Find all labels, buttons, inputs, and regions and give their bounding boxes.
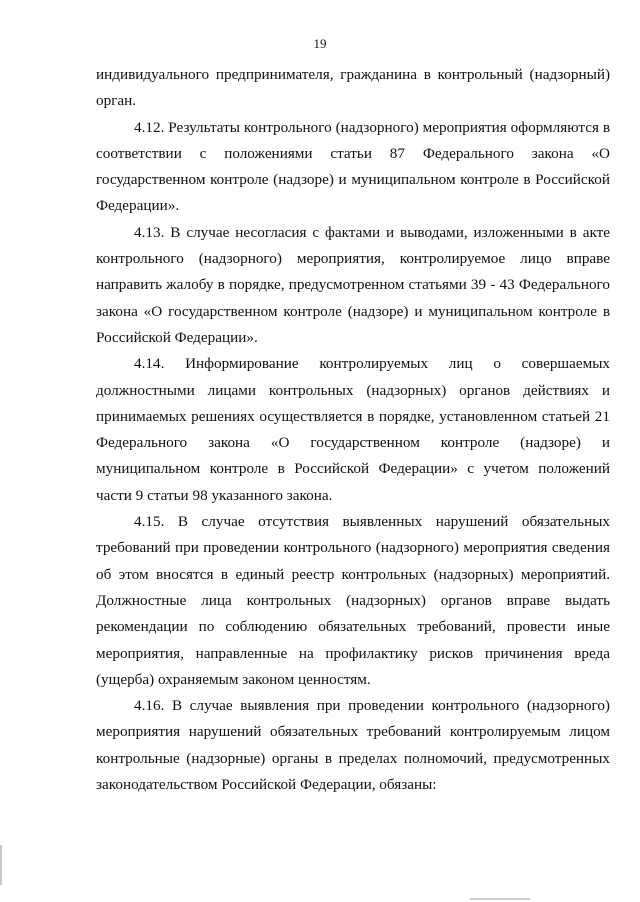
- paragraph-4-14: 4.14. Информирование контролируемых лиц о совершаемых должностными лицами контрольных (надзорных) органов действиях и принимаемых решениях осуществляется в порядке, установленном статьей 21 Федерального закона «О государственном контроле (надзоре) и муниципальном контроле в Российской Федерации» с учетом положений части 9 статьи 98 указанного закона.: [96, 355, 610, 504]
- paragraph-4-15: 4.15. В случае отсутствия выявленных нарушений обязательных требований при проведении контрольного (надзорного) мероприятия сведения об этом вносятся в единый реестр контрольных (надзорных) мероприятий. Должностные лица контрольных (надзорных) органов вправе выдать рекомендации по соблюдению обязательных требований, провести иные мероприятия, направленные на профилактику рисков причинения вреда (ущерба) охраняемым законом ценностям.: [96, 513, 610, 688]
- paragraph-4-12: 4.12. Результаты контрольного (надзорного) мероприятия оформляются в соответствии с положениями статьи 87 Федерального закона «О государственном контроле (надзоре) и муниципальном контроле в Российской Федерации».: [96, 118, 610, 215]
- document-body: [96, 62, 610, 798]
- scan-edge-mark: [0, 845, 10, 885]
- scan-bottom-mark: [470, 898, 530, 900]
- paragraph-4-16: 4.16. В случае выявления при проведении контрольного (надзорного) мероприятия нарушений обязательных требований контролируемым лицом контрольные (надзорные) органы в пределах полномочий, предусмотренных законодательством Российской Федерации, обязаны:: [96, 697, 610, 794]
- page-number: 19: [313, 36, 327, 51]
- paragraph-continuation: индивидуального предпринимателя, гражданина в контрольный (надзорный) орган.: [96, 66, 610, 110]
- paragraph-4-13: 4.13. В случае несогласия с фактами и выводами, изложенными в акте контрольного (надзорного) мероприятия, контролируемое лицо вправе направить жалобу в порядке, предусмотренном статьями 39 - 43 Федерального закона «О государственном контроле (надзоре) и муниципальном контроле в Российской Федерации».: [96, 223, 610, 346]
